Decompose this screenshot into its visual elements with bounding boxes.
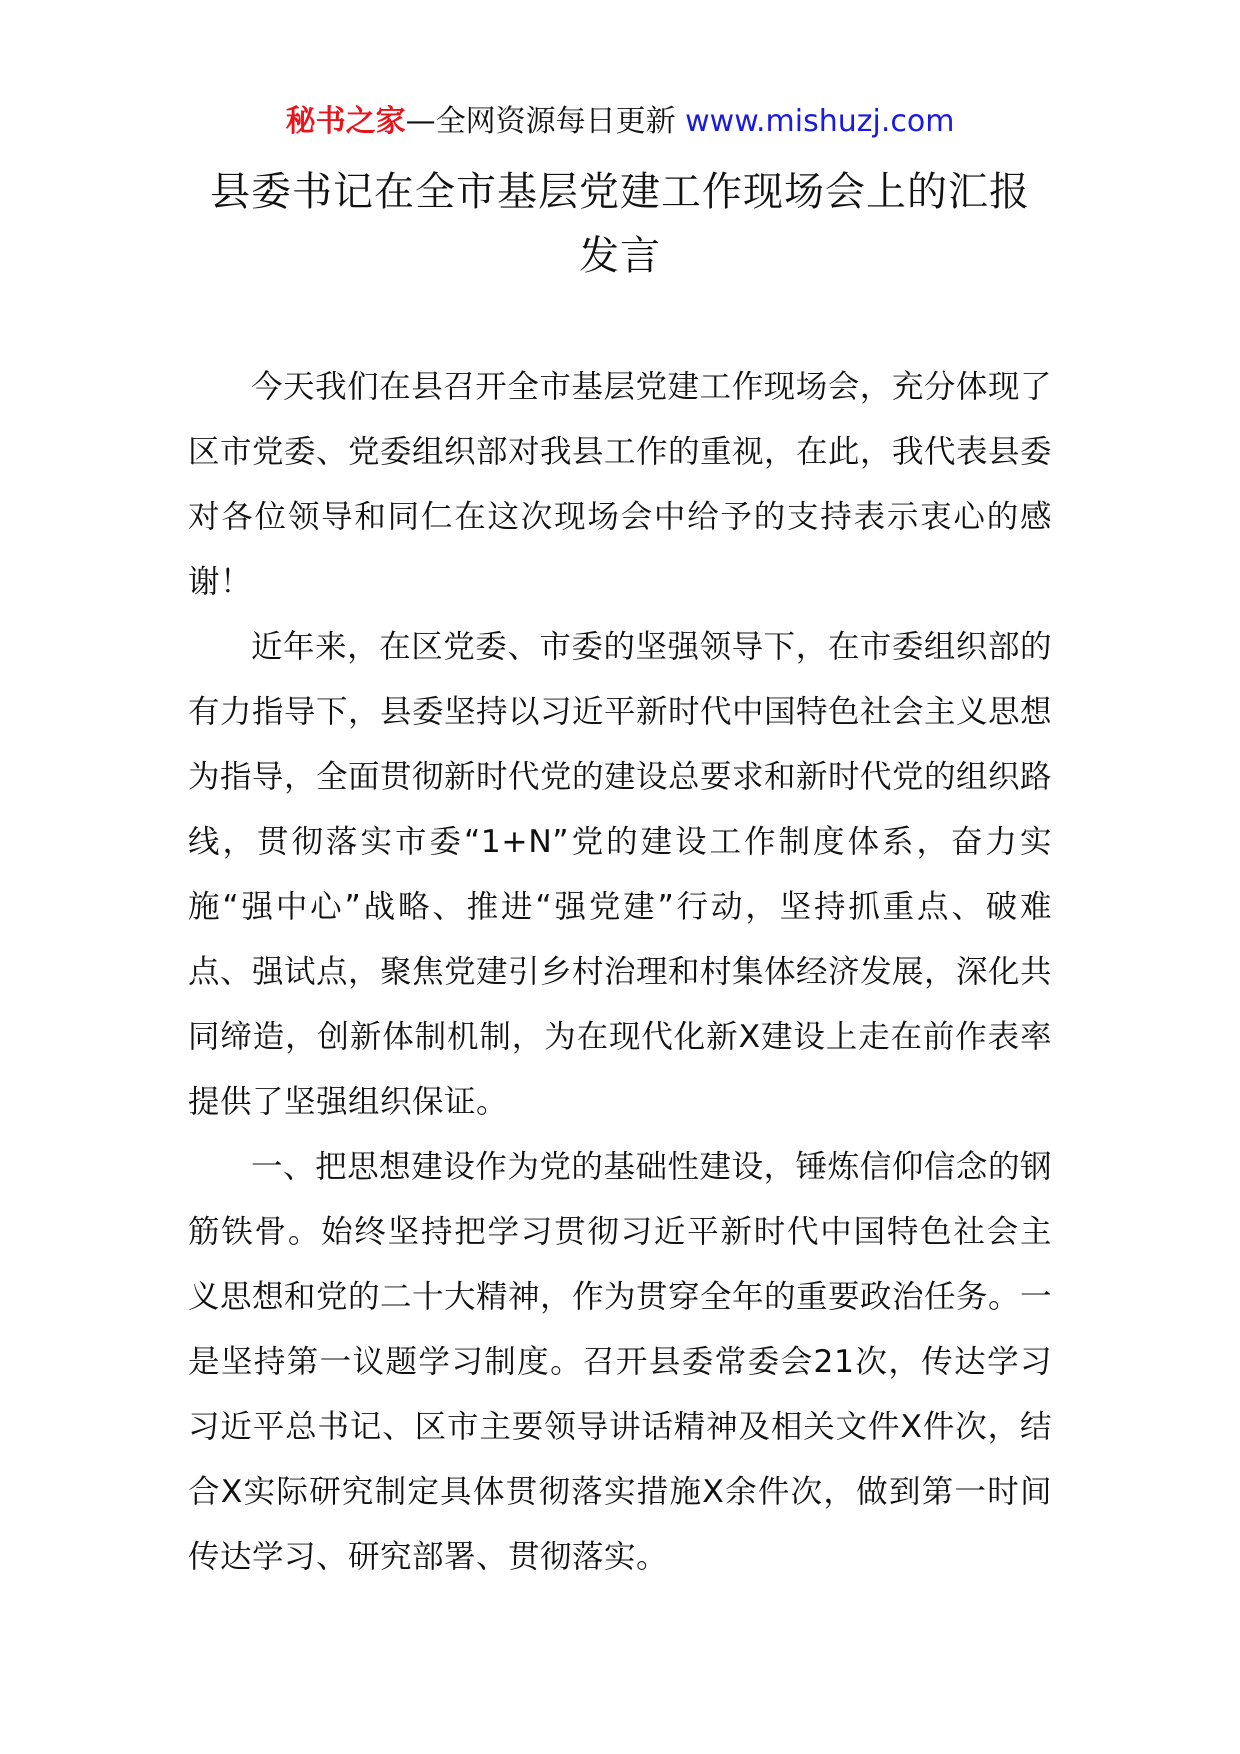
paragraph-text: 今天我们在县召开全市基层党建工作现场会，充分体现了区市党委、党委组织部对我县工作的重视，在此，我代表县委对各位领导和同仁在这次现场会中给予的支持表示衷心的感谢！ [188,369,1053,600]
document-title: 县委书记在全市基层党建工作现场会上的汇报发言 [210,169,1030,279]
document-body [188,355,1052,1590]
site-header [0,98,1240,146]
site-url-link[interactable]: www.mishuzj.com [685,104,955,139]
paragraph-2 [188,615,1052,1135]
paragraph-text: 始终坚持把学习贯彻习近平新时代中国特色社会主义思想和党的二十大精神，作为贯穿全年的重要政治任务。一是坚持第一议题学习制度。召开县委常委会21次，传达学习习近平总书记、区市主要领导讲话精神及相关文件X件次，结合X实际研究制定具体贯彻落实措施X余件次，做到第一时间传达学习、研究部署、贯彻落实。 [188,1214,1053,1575]
section-heading-1: 一、把思想建设作为党的基础性建设，锤炼信仰信念的钢筋铁骨。 [188,1149,1052,1250]
site-tagline: —全网资源每日更新 [405,104,686,139]
paragraph-3 [188,1135,1052,1590]
paragraph-1 [188,355,1052,615]
paragraph-text: 近年来，在区党委、市委的坚强领导下，在市委组织部的有力指导下，县委坚持以习近平新时代中国特色社会主义思想为指导，全面贯彻新时代党的建设总要求和新时代党的组织路线，贯彻落实市委“1+N”党的建设工作制度体系，奋力实施“强中心”战略、推进“强党建”行动，坚持抓重点、破难点、强试点，聚焦党建引乡村治理和村集体经济发展，深化共同缔造，创新体制机制，为在现代化新X建设上走在前作表率提供了坚强组织保证。 [188,629,1053,1120]
site-brand: 秘书之家 [285,104,406,139]
